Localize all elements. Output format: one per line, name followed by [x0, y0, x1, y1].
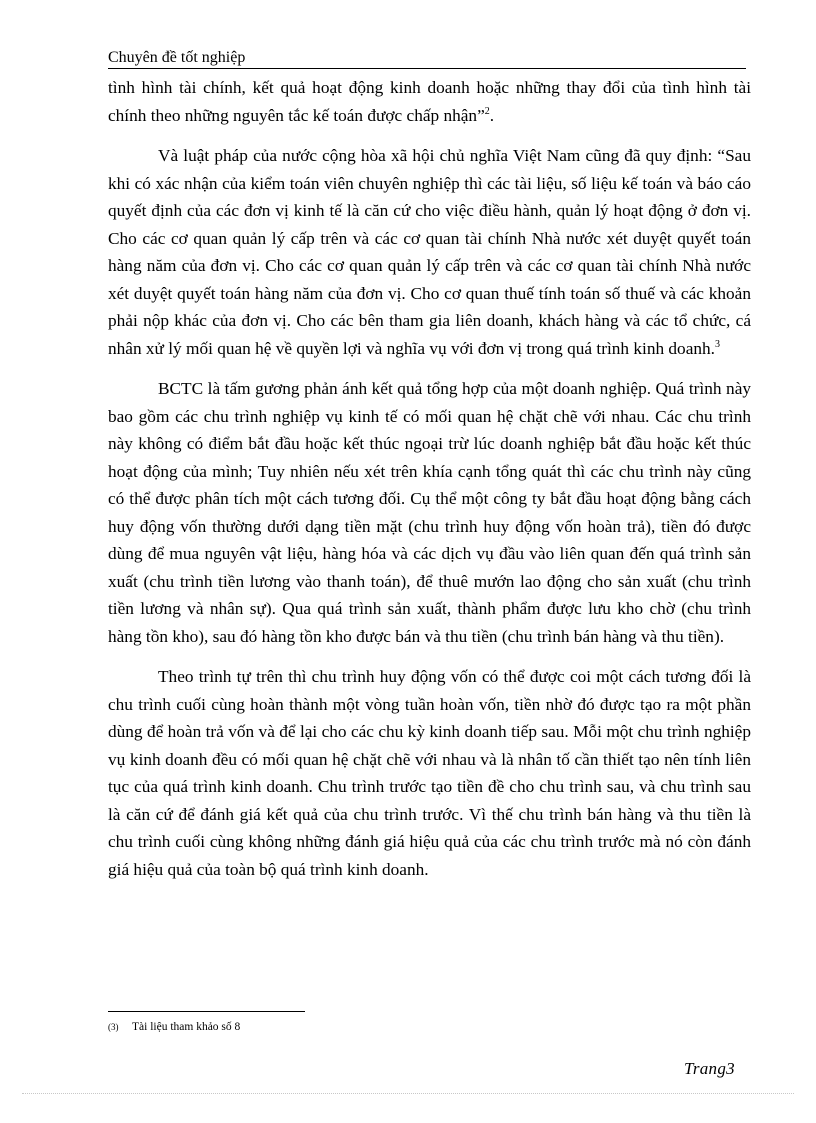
page-number-value: 3	[726, 1059, 735, 1078]
paragraph-1: tình hình tài chính, kết quả hoạt động kinh doanh hoặc những thay đổi của tình hình tài chính theo những nguyên tắc kế toán được chấp nhận”$^2$.	[108, 78, 751, 125]
paragraph-2-text: Và luật pháp của nước cộng hòa xã hội chủ nghĩa Việt Nam cũng đã quy định: “Sau khi có xác nhận của kiểm toán viên chuyên nghiệp thì các tài liệu, số liệu kế toán và báo cáo quyết định của các đơn vị kinh tế là căn cứ cho việc điều hành, quản lý hoạt động ở đơn vị. Cho các cơ quan quản lý cấp trên và các cơ quan tài chính Nhà nước xét duyệt quyết toán hàng năm của đơn vị. Cho các cơ quan quản lý cấp trên và các cơ quan tài chính Nhà nước xét duyệt quyết toán hàng năm của đơn vị. Cho cơ quan thuế tính toán số thuế và các khoản phải nộp khác của đơn vị. Cho các bên tham gia liên doanh, khách hàng và các tổ chức, cá nhân xử lý mối quan hệ về quyền lợi và nghĩa vụ với đơn vị trong quá trình kinh doanh.	[108, 146, 751, 358]
paragraph-3	[108, 375, 751, 650]
paragraph-4	[108, 663, 751, 883]
paragraph-3-text: BCTC là tấm gương phản ánh kết quả tổng hợp của một doanh nghiệp. Quá trình này bao gồm các chu trình nghiệp vụ kinh tế có mối quan hệ chặt chẽ với nhau. Các chu trình này không có điểm bắt đầu hoặc kết thúc ngoại trừ lúc doanh nghiệp bắt đầu hoặc kết thúc hoạt động của mình; Tuy nhiên nếu xét trên khía cạnh tổng quát thì các chu trình này cũng có thể được phân tích một cách tương đối. Cụ thể một công ty bắt đầu hoạt động bằng cách huy động vốn thường dưới dạng tiền mặt (chu trình huy động vốn hoàn trả), tiền đó được dùng để mua nguyên vật liệu, hàng hóa và các dịch vụ đầu vào liên quan đến quá trình sản xuất (chu trình tiền lương vào thanh toán), để thuê mướn lao động cho sản xuất (chu trình tiền lương và nhân sự). Qua quá trình sản xuất, thành phẩm được lưu kho chờ (chu trình hàng tồn kho), sau đó hàng tồn kho được bán và thu tiền (chu trình bán hàng và thu tiền).	[108, 379, 751, 646]
footnote-ref-2: 2	[484, 105, 490, 117]
page-number-label: Trang	[684, 1059, 727, 1078]
footnote	[108, 1020, 240, 1034]
footnote-marker: (3)	[108, 1022, 119, 1032]
footnote-separator	[108, 1011, 305, 1012]
document-body	[108, 74, 751, 896]
page-bottom-border	[22, 1093, 794, 1094]
paragraph-2	[108, 142, 751, 362]
page-header	[108, 48, 746, 69]
paragraph-1-text: tình hình tài chính, kết quả hoạt động kinh doanh hoặc những thay đổi của tình hình tài chính theo những nguyên tắc kế toán được chấp nhận”	[108, 78, 751, 125]
paragraph-4-text: Theo trình tự trên thì chu trình huy động vốn có thể được coi một cách tương đối là chu trình cuối cùng hoàn thành một vòng tuần hoàn vốn, tiền nhờ đó được tạo ra một phần dùng để hoàn trả vốn và để lại cho các chu kỳ kinh doanh tiếp sau. Mỗi một chu trình nghiệp vụ kinh doanh đều có mối quan hệ chặt chẽ với nhau và là nhân tố cần thiết tạo nên tính liên tục của quá trình kinh doanh. Chu trình trước tạo tiền đề cho chu trình sau, và chu trình sau là căn cứ để đánh giá kết quả của chu trình trước. Vì thế chu trình bán hàng và thu tiền là chu trình cuối cùng không những đánh giá hiệu quả của các chu trình trước mà nó còn đánh giá hiệu quả của toàn bộ quá trình kinh doanh.	[108, 667, 751, 879]
footnote-ref-3: 3	[714, 338, 720, 350]
header-title: Chuyên đề tốt nghiệp	[108, 49, 246, 66]
page-number	[684, 1059, 735, 1079]
footnote-text: Tài liệu tham khảo số 8	[132, 1021, 241, 1033]
